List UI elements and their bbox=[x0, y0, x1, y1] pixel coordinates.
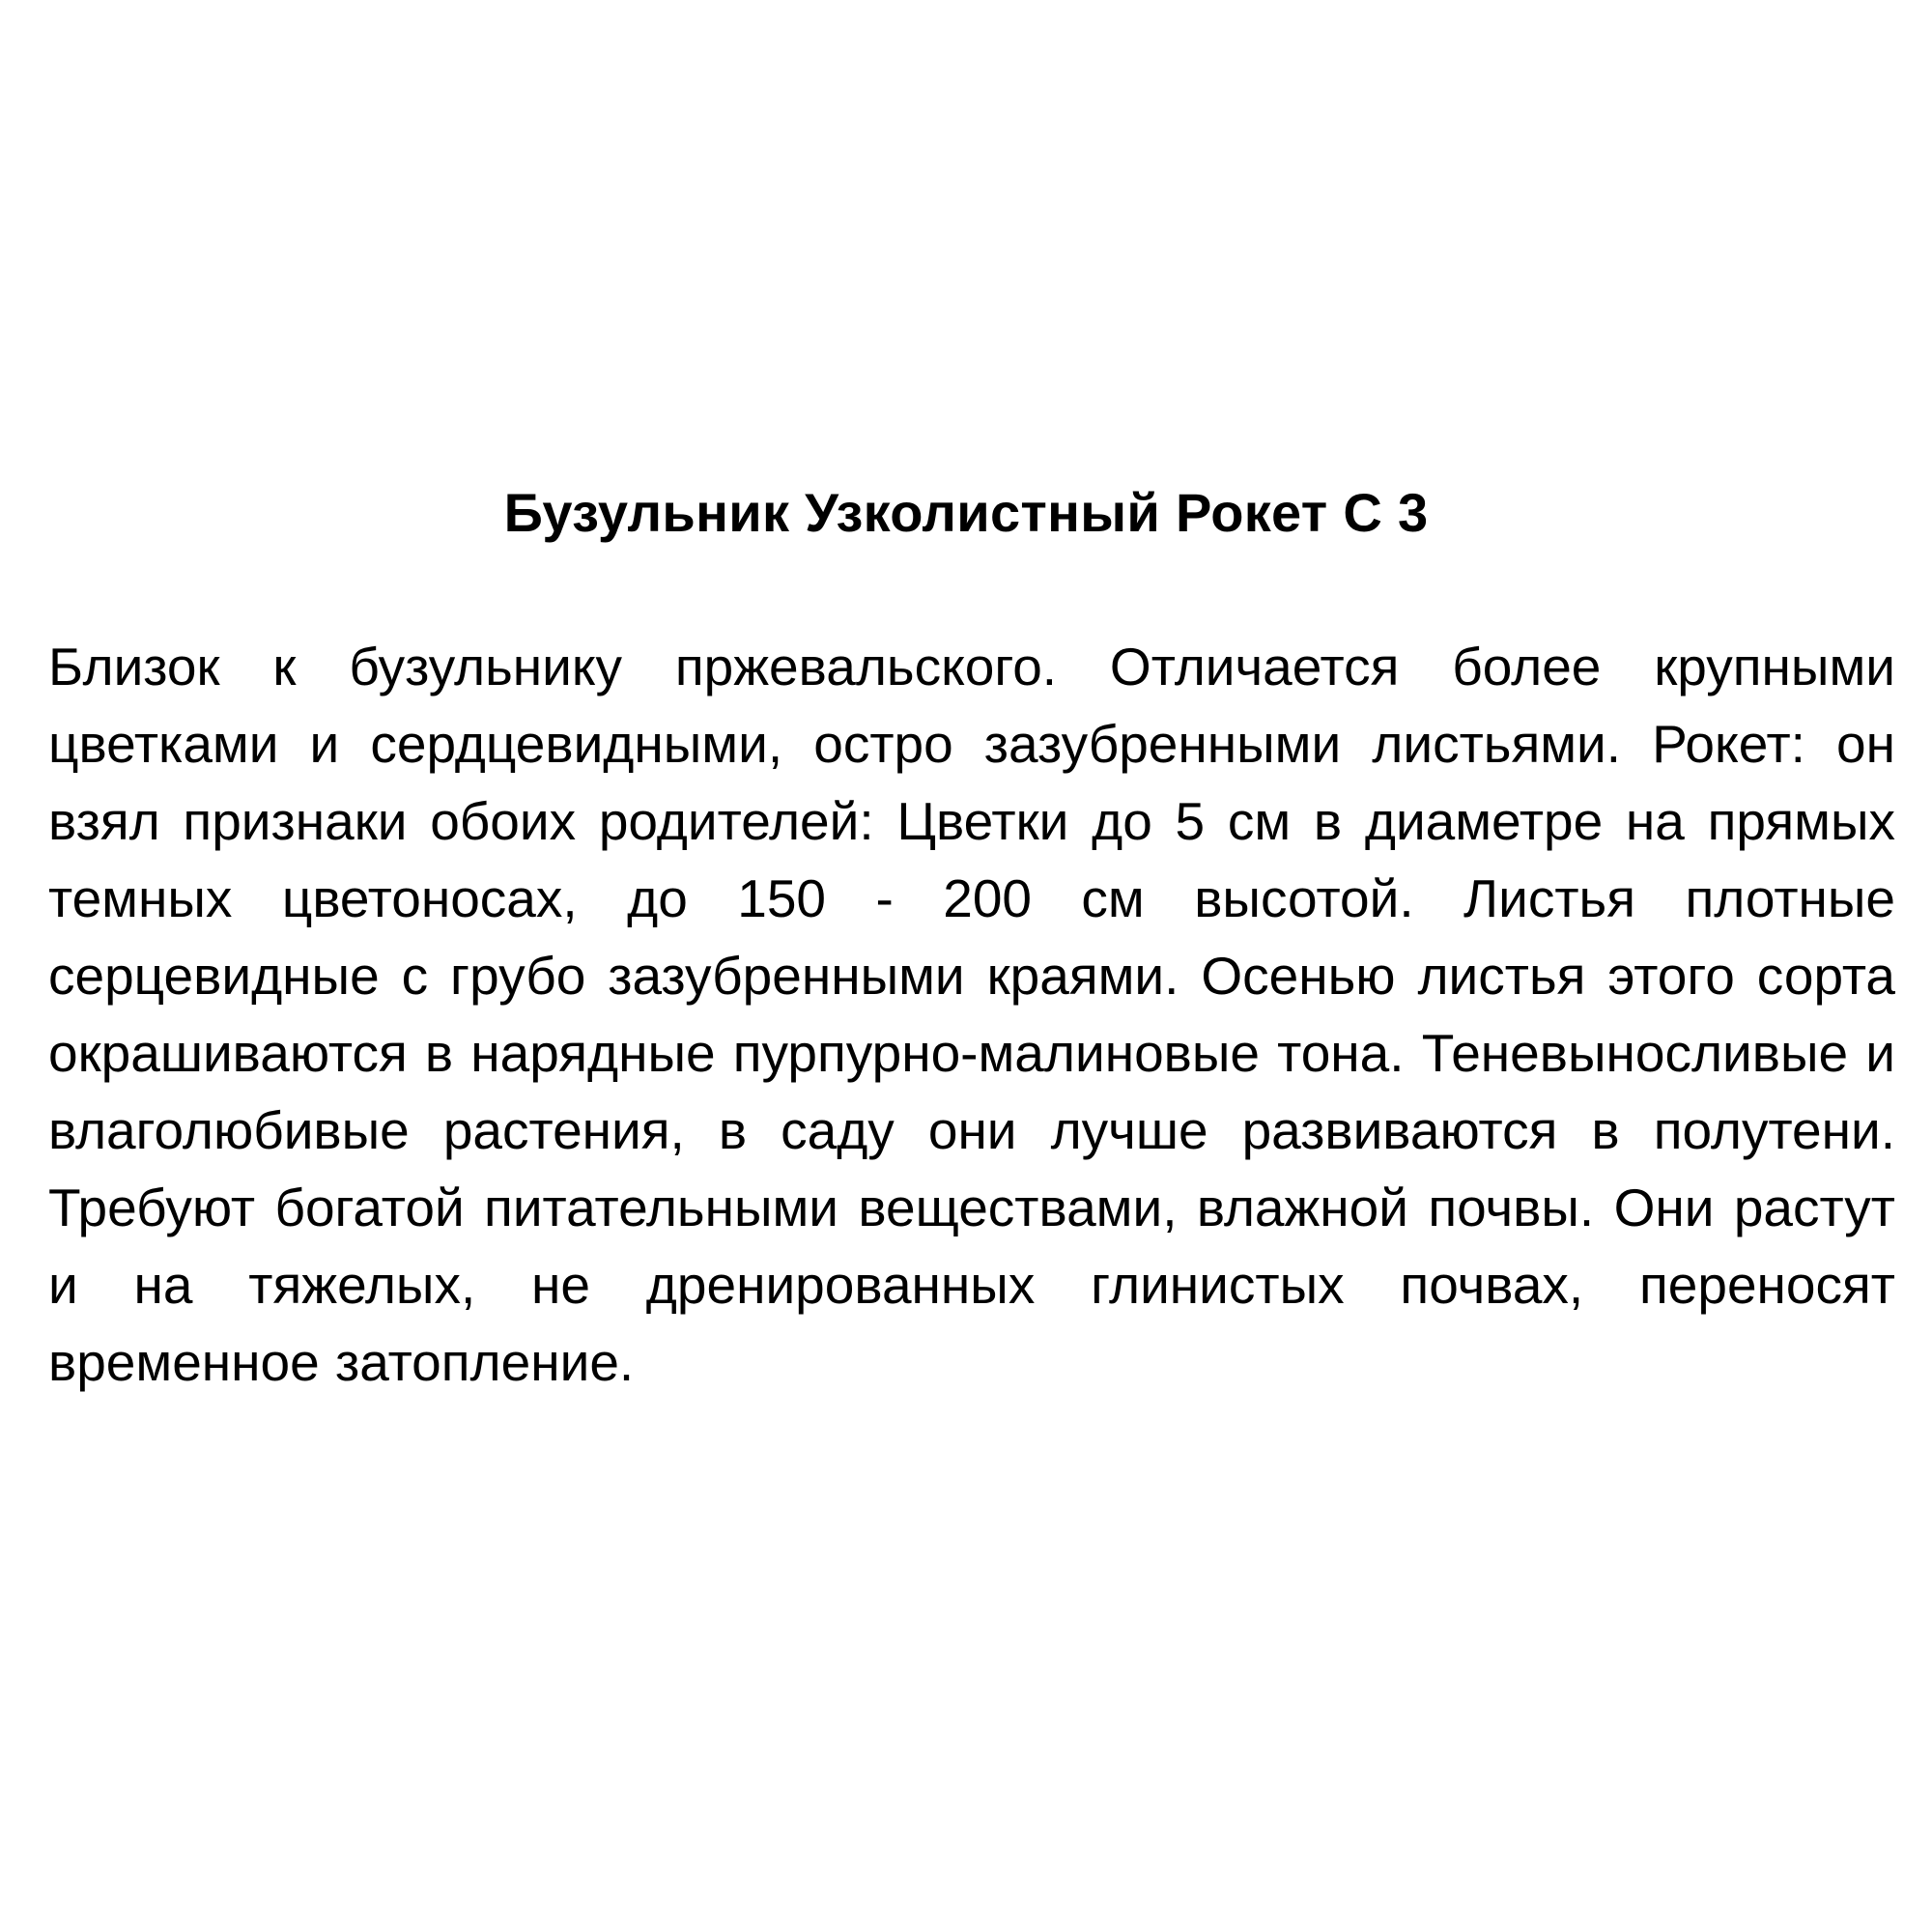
document-title: Бузульник Узколистный Рокет С 3 bbox=[503, 482, 1429, 543]
document-body-paragraph: Близок к бузульнику пржевальского. Отличается более крупными цветками и сердцевидными, остро зазубренными листьями. Рокет: он взял признаки обоих родителей: Цветки до 5 см в диаметре на прямых темных цветоносах, до 150 - 200 см высотой. Листья плотные серцевидные с грубо зазубренными краями. Осенью листья этого сорта окрашиваются в нарядные пурпурно-малиновые тона. Теневыносливые и влаголюбивые растения, в саду они лучше развиваются в полутени. Требуют богатой питательными веществами, влажной почвы. Они растут и на тяжелых, не дренированных глинистых почвах, переносят временное затопление. bbox=[48, 637, 1895, 1392]
